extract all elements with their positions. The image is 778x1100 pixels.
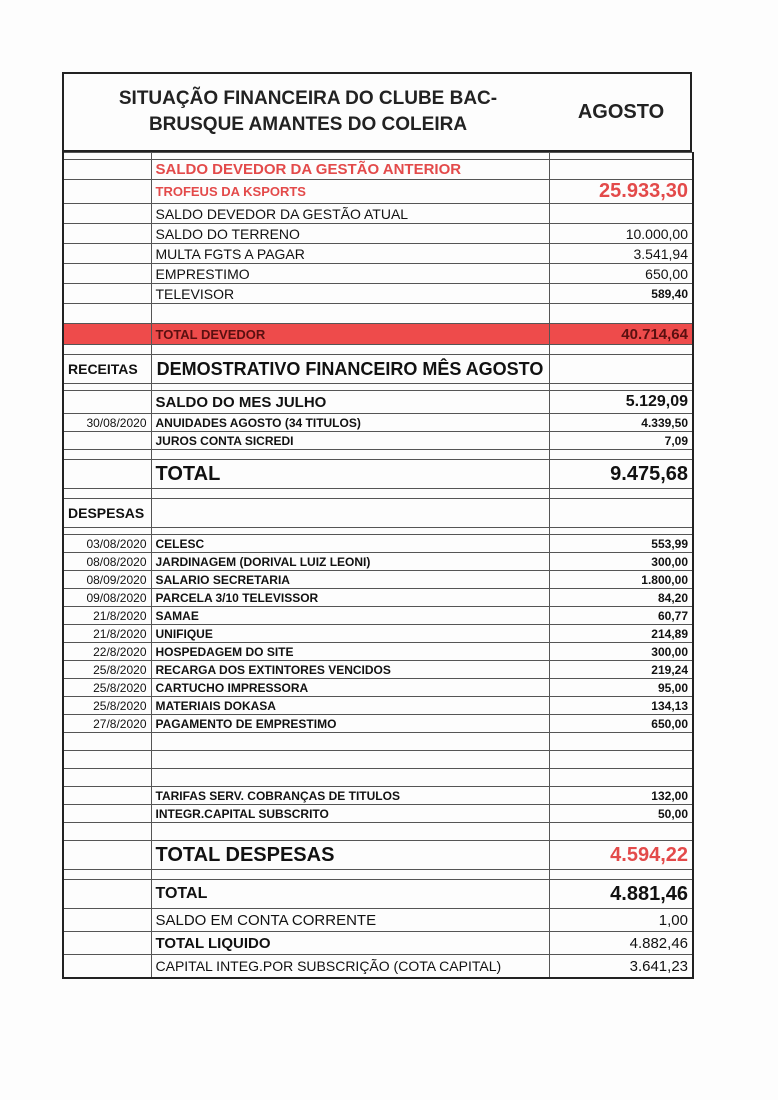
capital-row	[63, 955, 693, 979]
empty-row	[63, 733, 693, 751]
income-value: 7,09	[549, 432, 693, 450]
expenses-total-value: 4.594,22	[549, 841, 693, 870]
expense-value: 1.800,00	[549, 571, 693, 589]
spacer-row	[63, 450, 693, 460]
expense-label: UNIFIQUE	[151, 625, 549, 643]
expense-date: 25/8/2020	[63, 697, 151, 715]
debt-item-row	[63, 284, 693, 304]
expense-date: 03/08/2020	[63, 535, 151, 553]
month-label: AGOSTO	[577, 100, 665, 123]
sheet-title	[64, 74, 552, 150]
expense-value: 219,24	[549, 661, 693, 679]
debt-item-row	[63, 244, 693, 264]
financial-sheet	[62, 72, 692, 979]
expense-value: 553,99	[549, 535, 693, 553]
spacer-row	[63, 384, 693, 391]
debt-item-value: 650,00	[549, 264, 693, 284]
expense-label: RECARGA DOS EXTINTORES VENCIDOS	[151, 661, 549, 679]
trophy-row	[63, 180, 693, 204]
empty-row	[63, 304, 693, 324]
debt-item-label: MULTA FGTS A PAGAR	[151, 244, 549, 264]
fee-label: TARIFAS SERV. COBRANÇAS DE TITULOS	[151, 787, 549, 805]
title-line-1: SITUAÇÃO FINANCEIRA DO CLUBE BAC-	[118, 88, 498, 109]
title-line-2: BRUSQUE AMANTES DO COLEIRA	[148, 114, 468, 135]
income-section-label: RECEITAS	[63, 355, 151, 384]
income-total-value: 9.475,68	[549, 460, 693, 489]
income-total-row	[63, 460, 693, 489]
current-debt-row	[63, 204, 693, 224]
income-section-title: DEMOSTRATIVO FINANCEIRO MÊS AGOSTO	[151, 355, 549, 384]
expense-label: PAGAMENTO DE EMPRESTIMO	[151, 715, 549, 733]
expense-value: 134,13	[549, 697, 693, 715]
expense-row	[63, 535, 693, 553]
summary-total-label: TOTAL	[151, 880, 549, 909]
total-debt-label: TOTAL DEVEDOR	[151, 324, 549, 345]
expenses-header-row	[63, 499, 693, 528]
expense-date: 27/8/2020	[63, 715, 151, 733]
account-balance-value: 1,00	[549, 909, 693, 932]
empty-row	[63, 751, 693, 769]
expense-value: 60,77	[549, 607, 693, 625]
debt-item-label: TELEVISOR	[151, 284, 549, 304]
income-row	[63, 414, 693, 432]
expense-date: 08/09/2020	[63, 571, 151, 589]
expense-value: 95,00	[549, 679, 693, 697]
spacer-row	[63, 870, 693, 880]
prev-debt-label: SALDO DEVEDOR DA GESTÃO ANTERIOR	[151, 160, 549, 180]
financial-table	[62, 152, 694, 979]
expense-date: 21/8/2020	[63, 625, 151, 643]
spacer-row	[63, 153, 693, 160]
expenses-total-row	[63, 841, 693, 870]
debt-item-value: 10.000,00	[549, 224, 693, 244]
summary-total-value: 4.881,46	[549, 880, 693, 909]
july-balance-row	[63, 391, 693, 414]
fee-label: INTEGR.CAPITAL SUBSCRITO	[151, 805, 549, 823]
fee-value: 50,00	[549, 805, 693, 823]
summary-total-row	[63, 880, 693, 909]
title-box	[62, 72, 692, 152]
current-debt-label: SALDO DEVEDOR DA GESTÃO ATUAL	[151, 204, 549, 224]
income-value: 4.339,50	[549, 414, 693, 432]
net-total-row	[63, 932, 693, 955]
income-header-row	[63, 355, 693, 384]
expense-row	[63, 715, 693, 733]
expense-value: 650,00	[549, 715, 693, 733]
expense-row	[63, 607, 693, 625]
expense-label: SAMAE	[151, 607, 549, 625]
expense-value: 84,20	[549, 589, 693, 607]
expense-row	[63, 589, 693, 607]
expense-date: 09/08/2020	[63, 589, 151, 607]
prev-debt-row	[63, 160, 693, 180]
fee-row	[63, 805, 693, 823]
expense-label: SALARIO SECRETARIA	[151, 571, 549, 589]
expense-date: 25/8/2020	[63, 661, 151, 679]
capital-label: CAPITAL INTEG.POR SUBSCRIÇÃO (COTA CAPITAL)	[151, 955, 549, 979]
trophy-label: TROFEUS DA KSPORTS	[151, 180, 549, 204]
expense-row	[63, 571, 693, 589]
expense-value: 300,00	[549, 643, 693, 661]
debt-item-label: EMPRESTIMO	[151, 264, 549, 284]
expense-row	[63, 643, 693, 661]
net-total-value: 4.882,46	[549, 932, 693, 955]
expense-label: HOSPEDAGEM DO SITE	[151, 643, 549, 661]
total-debt-value: 40.714,64	[549, 324, 693, 345]
expense-date: 08/08/2020	[63, 553, 151, 571]
spacer-row	[63, 489, 693, 499]
debt-item-row	[63, 224, 693, 244]
spacer-row	[63, 345, 693, 355]
july-balance-label: SALDO DO MES JULHO	[151, 391, 549, 414]
empty-row	[63, 823, 693, 841]
income-row	[63, 432, 693, 450]
capital-value: 3.641,23	[549, 955, 693, 979]
fee-row	[63, 787, 693, 805]
expense-label: PARCELA 3/10 TELEVISSOR	[151, 589, 549, 607]
account-balance-label: SALDO EM CONTA CORRENTE	[151, 909, 549, 932]
expenses-section-label: DESPESAS	[63, 499, 151, 528]
fee-value: 132,00	[549, 787, 693, 805]
net-total-label: TOTAL LIQUIDO	[151, 932, 549, 955]
expenses-total-label: TOTAL DESPESAS	[151, 841, 549, 870]
july-balance-value: 5.129,09	[549, 391, 693, 414]
debt-item-row	[63, 264, 693, 284]
total-debt-row	[63, 324, 693, 345]
expense-label: JARDINAGEM (DORIVAL LUIZ LEONI)	[151, 553, 549, 571]
expense-date: 21/8/2020	[63, 607, 151, 625]
expense-row	[63, 661, 693, 679]
debt-item-value: 3.541,94	[549, 244, 693, 264]
debt-item-label: SALDO DO TERRENO	[151, 224, 549, 244]
expense-date: 22/8/2020	[63, 643, 151, 661]
expense-row	[63, 697, 693, 715]
trophy-value: 25.933,30	[549, 180, 693, 204]
income-date	[63, 432, 151, 450]
spacer-row	[63, 528, 693, 535]
expense-label: CARTUCHO IMPRESSORA	[151, 679, 549, 697]
expense-label: CELESC	[151, 535, 549, 553]
income-label: ANUIDADES AGOSTO (34 TITULOS)	[151, 414, 549, 432]
expense-row	[63, 679, 693, 697]
expense-date: 25/8/2020	[63, 679, 151, 697]
expense-value: 214,89	[549, 625, 693, 643]
income-label: JUROS CONTA SICREDI	[151, 432, 549, 450]
income-total-label: TOTAL	[151, 460, 549, 489]
expense-label: MATERIAIS DOKASA	[151, 697, 549, 715]
expense-row	[63, 625, 693, 643]
expense-row	[63, 553, 693, 571]
debt-item-value: 589,40	[549, 284, 693, 304]
empty-row	[63, 769, 693, 787]
income-date: 30/08/2020	[63, 414, 151, 432]
expense-value: 300,00	[549, 553, 693, 571]
account-balance-row	[63, 909, 693, 932]
